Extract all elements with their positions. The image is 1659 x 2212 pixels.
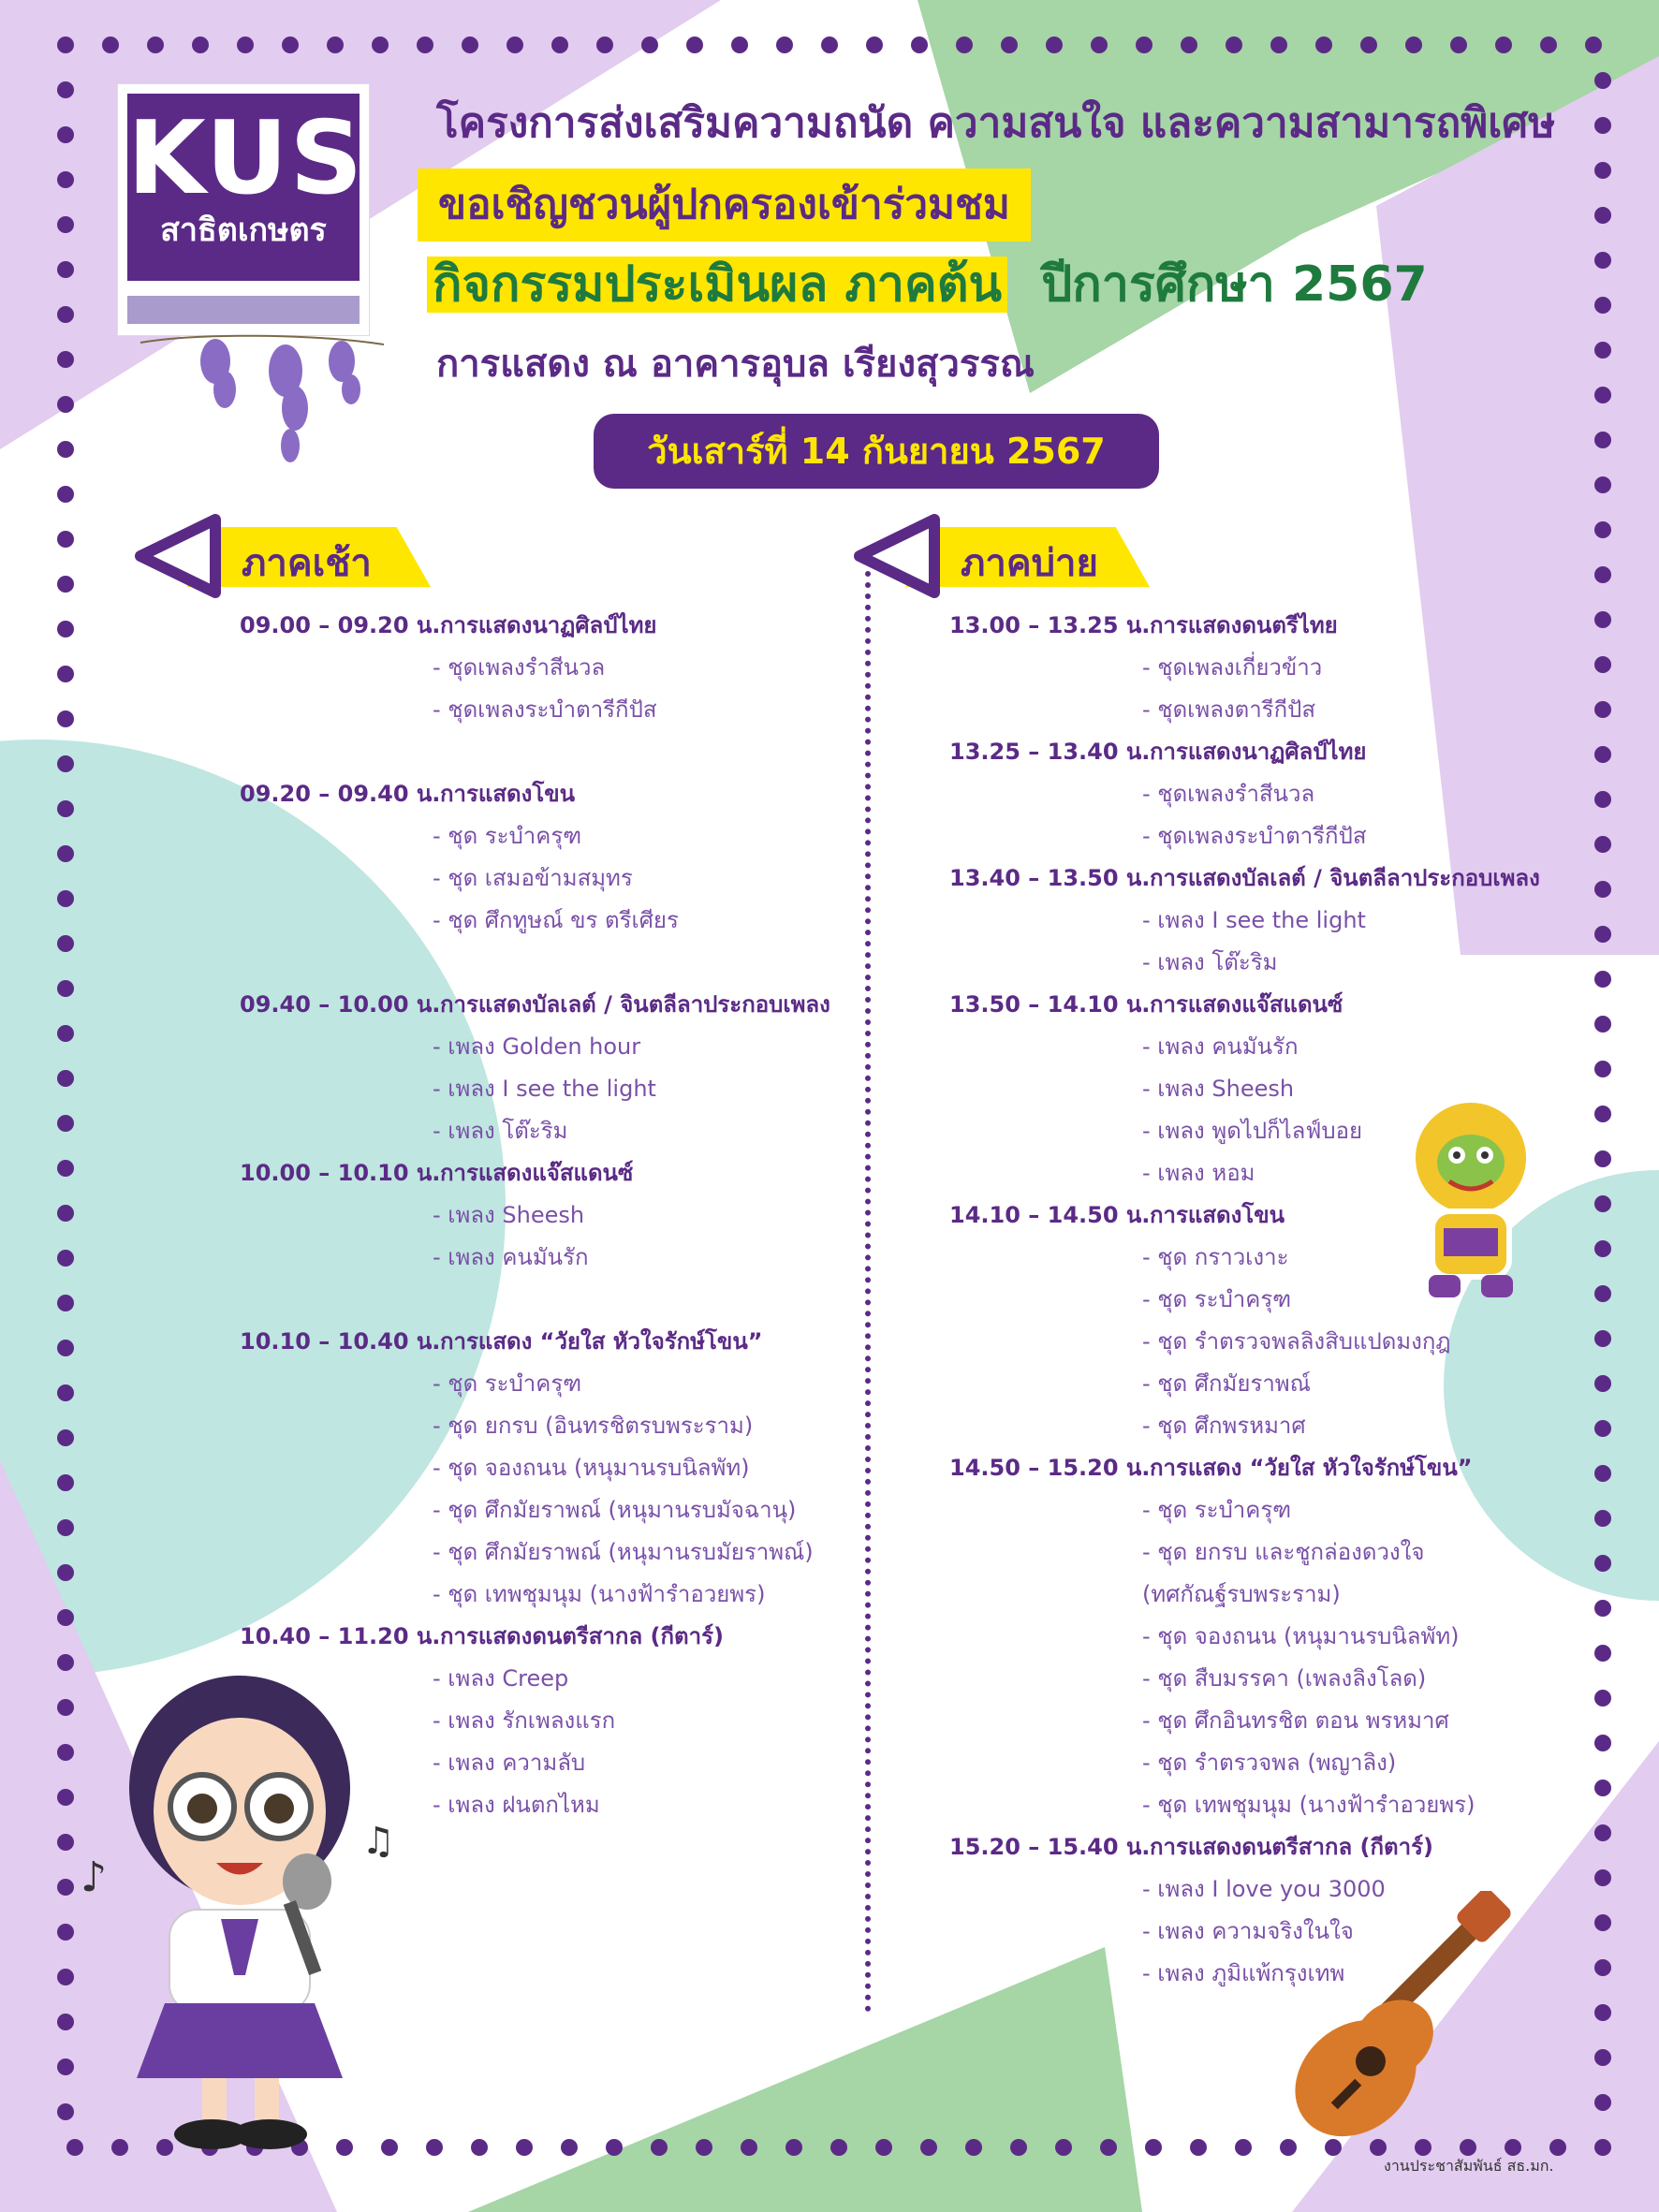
performance-title: การแสดงนาฏศิลป์ไทย — [1150, 739, 1367, 765]
header-activity-highlight: กิจกรรมประเมินผล ภาคต้น — [427, 256, 1007, 313]
afternoon-heading: ภาคบ่าย — [961, 542, 1098, 585]
morning-schedule — [240, 607, 858, 1824]
performance-item: - ชุดเพลงรำสีนวล — [1142, 781, 1315, 807]
logo-plate — [127, 94, 365, 281]
performance-item: - เพลง Sheesh — [433, 1202, 585, 1228]
time-range: 13.50 – 14.10 น. — [949, 991, 1151, 1018]
performance-item: - เพลง ความลับ — [433, 1750, 586, 1776]
performance-title: การแสดงแจ๊สแดนซ์ — [440, 1160, 634, 1186]
hanuman-mascot-icon — [1391, 1088, 1550, 1305]
morning-heading: ภาคเช้า — [242, 542, 372, 585]
logo-sub-text: สาธิตเกษตร — [160, 212, 327, 249]
afternoon-section-header — [850, 527, 1168, 587]
performance-title: การแสดงบัลเลต์ / จินตลีลาประกอบเพลง — [440, 991, 830, 1018]
time-range: 13.40 – 13.50 น. — [949, 865, 1151, 891]
performance-item: - ชุด ระบำครุฑ — [433, 1370, 582, 1397]
performance-item: - ชุด ศึกมัยราพณ์ (หนุมานรบมัยราพณ์) — [433, 1539, 814, 1565]
wisteria-flowers-icon — [122, 333, 393, 502]
performance-item: - เพลง ความจริงในใจ — [1142, 1918, 1354, 1944]
performance-item: - ชุด ยกรบ และชูกล่องดวงใจ — [1142, 1539, 1425, 1565]
ukulele-icon — [1270, 1891, 1541, 2144]
kus-logo — [118, 84, 369, 335]
performance-item: - เพลง ฝนตกไหม — [433, 1792, 600, 1818]
time-range: 10.10 – 10.40 น. — [240, 1328, 441, 1355]
girl-singer-mascot-icon — [62, 1648, 399, 2153]
time-range: 09.20 – 09.40 น. — [240, 781, 441, 807]
performance-item: - ชุด ระบำครุฑ — [1142, 1497, 1292, 1523]
performance-item: - เพลง I love you 3000 — [1142, 1876, 1386, 1902]
performance-item: - เพลง คนมันรัก — [433, 1244, 589, 1270]
performance-item: - เพลง Creep — [433, 1665, 569, 1692]
time-range: 14.50 – 15.20 น. — [949, 1455, 1151, 1481]
time-range: 09.40 – 10.00 น. — [240, 991, 441, 1018]
svg-text:♪: ♪ — [81, 1853, 108, 1901]
performance-title: การแสดง “วัยใส หัวใจรักษ์โขน” — [440, 1328, 763, 1355]
time-range: 10.40 – 11.20 น. — [240, 1623, 441, 1649]
performance-item: - ชุดเพลงเกี่ยวข้าว — [1142, 654, 1323, 681]
performance-item: - ชุดเพลงตารีกีปัส — [1142, 696, 1315, 723]
time-range: 14.10 – 14.50 น. — [949, 1202, 1151, 1228]
performance-item: - เพลง คนมันรัก — [1142, 1033, 1299, 1060]
afternoon-schedule — [949, 607, 1567, 2011]
performance-item: - เพลง รักเพลงแรก — [433, 1707, 616, 1734]
performance-item: - ชุดเพลงระบำตารีกีปัส — [1142, 823, 1367, 849]
time-range: 09.00 – 09.20 น. — [240, 612, 441, 638]
performance-item: - ชุด ระบำครุฑ — [1142, 1286, 1292, 1312]
performance-item: - เพลง ภูมิแพ้กรุงเทพ — [1142, 1960, 1345, 1986]
column-divider — [865, 571, 871, 2013]
performance-item: - ชุด ศึกมัยราพณ์ — [1142, 1370, 1311, 1397]
morning-section-header — [131, 527, 449, 587]
performance-item: (ทศกัณฐ์รบพระราม) — [1142, 1581, 1341, 1607]
performance-item: - ชุด เทพชุมนุม (นางฟ้ารำอวยพร) — [1142, 1792, 1475, 1818]
performance-item: - ชุดเพลงรำสีนวล — [433, 654, 606, 681]
performance-title: การแสดงแจ๊สแดนซ์ — [1150, 991, 1343, 1018]
performance-item: - เพลง หอม — [1142, 1160, 1255, 1186]
credit-text: งานประชาสัมพันธ์ สธ.มก. — [1384, 2157, 1554, 2175]
performance-title: การแสดง “วัยใส หัวใจรักษ์โขน” — [1150, 1455, 1473, 1481]
performance-title: การแสดงโขน — [1150, 1202, 1285, 1228]
performance-item: - ชุด ระบำครุฑ — [433, 823, 582, 849]
time-range: 13.00 – 13.25 น. — [949, 612, 1151, 638]
performance-item: - เพลง Golden hour — [433, 1033, 641, 1060]
performance-title: การแสดงดนตรีไทย — [1150, 612, 1338, 638]
performance-title: การแสดงนาฏศิลป์ไทย — [440, 612, 657, 638]
performance-item: - เพลง พูดไปก็ไลฟ์บอย — [1142, 1118, 1363, 1144]
performance-item: - ชุด เทพชุมนุม (นางฟ้ารำอวยพร) — [433, 1581, 766, 1607]
time-range: 10.00 – 10.10 น. — [240, 1160, 441, 1186]
performance-item: - เพลง Sheesh — [1142, 1076, 1295, 1102]
performance-item: - เพลง I see the light — [433, 1076, 656, 1102]
time-range: 13.25 – 13.40 น. — [949, 739, 1151, 765]
header-invitation: ขอเชิญชวนผู้ปกครองเข้าร่วมชม — [418, 168, 1031, 242]
event-date-badge: วันเสาร์ที่ 14 กันยายน 2567 — [594, 414, 1159, 489]
performance-item: - ชุด ศึกอินทรชิต ตอน พรหมาศ — [1142, 1707, 1449, 1734]
performance-item: - ชุด กราวเงาะ — [1142, 1244, 1289, 1270]
logo-main-text: KUS — [127, 100, 365, 217]
performance-item: - ชุด รำตรวจพล (พญาลิง) — [1142, 1750, 1397, 1776]
performance-item: - ชุด ศึกทูษณ์ ขร ตรีเศียร — [433, 907, 679, 933]
performance-item: - ชุด จองถนน (หนุมานรบนิลพัท) — [1142, 1623, 1460, 1649]
performance-title: การแสดงดนตรีสากล (กีตาร์) — [1150, 1834, 1433, 1860]
performance-item: - ชุด จองถนน (หนุมานรบนิลพัท) — [433, 1455, 750, 1481]
performance-item: - ชุด ศึกพรหมาศ — [1142, 1413, 1306, 1439]
performance-item: - ชุด เสมอข้ามสมุทร — [433, 865, 633, 891]
performance-item: - ชุด สืบมรรคา (เพลงลิงโลด) — [1142, 1665, 1427, 1692]
performance-item: - เพลง โต๊ะริม — [1142, 949, 1278, 975]
performance-item: - เพลง โต๊ะริม — [433, 1118, 568, 1144]
performance-item: - ชุด ยกรบ (อินทรชิตรบพระราม) — [433, 1413, 754, 1439]
performance-item: - ชุด ศึกมัยราพณ์ (หนุมานรบมัจฉานุ) — [433, 1497, 797, 1523]
performance-title: การแสดงบัลเลต์ / จินตลีลาประกอบเพลง — [1150, 865, 1540, 891]
svg-text:♫: ♫ — [361, 1820, 395, 1863]
performance-item: - เพลง I see the light — [1142, 907, 1366, 933]
logo-bar — [127, 296, 360, 324]
performance-title: การแสดงดนตรีสากล (กีตาร์) — [440, 1623, 724, 1649]
triangle-icon — [131, 514, 243, 598]
header-activity — [412, 247, 1443, 322]
time-range: 15.20 – 15.40 น. — [949, 1834, 1151, 1860]
performance-item: - ชุดเพลงระบำตารีกีปัส — [433, 696, 657, 723]
performance-item: - ชุด รำตรวจพลลิงสิบแปดมงกุฎ — [1142, 1328, 1451, 1355]
header-venue: การแสดง ณ อาคารอุบล เรียงสุวรรณ — [436, 343, 1035, 386]
performance-title: การแสดงโขน — [440, 781, 576, 807]
header-project-title: โครงการส่งเสริมความถนัด ความสนใจ และความสามารถพิเศษ — [436, 99, 1556, 147]
header-academic-year: ปีการศึกษา 2567 — [1041, 256, 1428, 313]
